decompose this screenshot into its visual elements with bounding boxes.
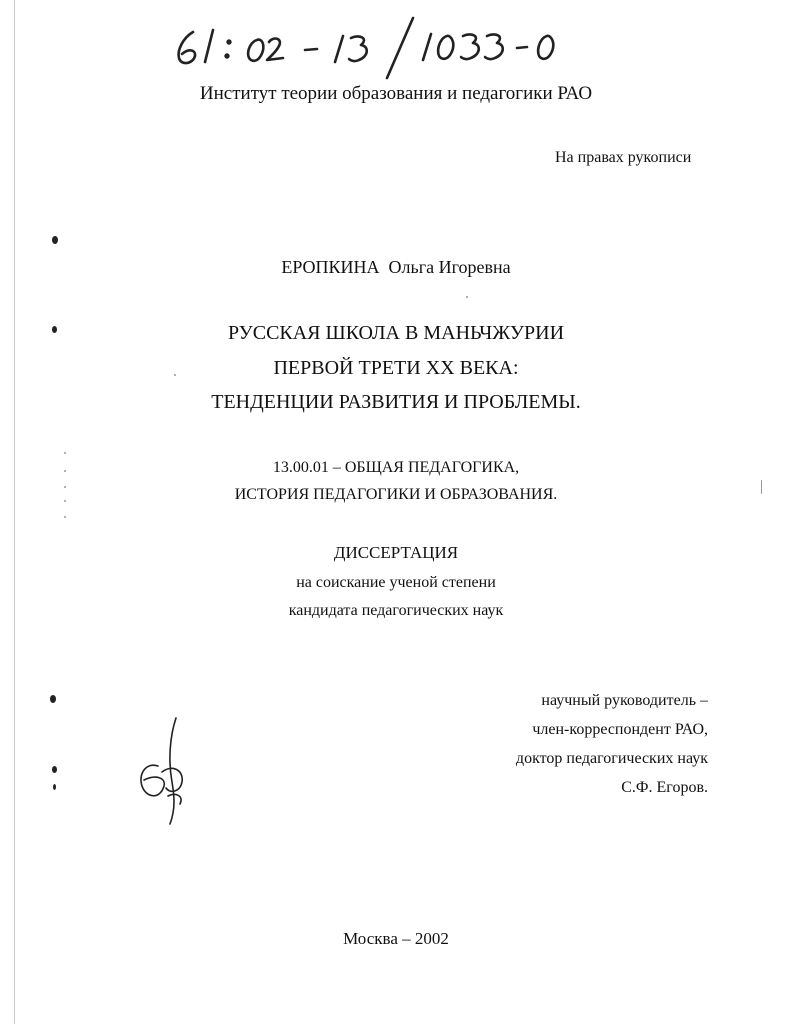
hole-punch-mark-5 [53,784,56,790]
supervisor-name: С.Ф. Егоров. [621,779,708,796]
scan-speck [466,296,468,298]
hole-punch-mark-1 [52,236,58,244]
scan-speck [64,516,66,518]
scan-left-edge [14,0,15,1024]
degree-line-1: на соискание ученой степени [296,574,496,591]
scan-speck [64,452,66,454]
supervisor-line-2: член-корреспондент РАО, [532,721,708,738]
dissertation-title-line-3: ТЕНДЕНЦИИ РАЗВИТИЯ И ПРОБЛЕМЫ. [211,391,581,413]
specialty-line-2: ИСТОРИЯ ПЕДАГОГИКИ И ОБРАЗОВАНИЯ. [234,486,558,503]
specialty-line-1: 13.00.01 – ОБЩАЯ ПЕДАГОГИКА, [272,459,520,476]
supervisor-line-3: доктор педагогических наук [515,750,708,767]
work-type: ДИССЕРТАЦИЯ [333,543,459,562]
author-name: ЕРОПКИНА Ольга Игоревна [281,257,511,277]
hole-punch-mark-4 [52,766,57,773]
handwritten-archive-number [165,12,565,82]
institute-name: Институт теории образования и педагогики РАО [199,83,593,104]
supervisor-line-1: научный руководитель – [541,692,708,709]
dissertation-title-line-1: РУССКАЯ ШКОЛА В МАНЬЧЖУРИИ [227,322,565,344]
dissertation-title-line-2: ПЕРВОЙ ТРЕТИ XX ВЕКА: [273,357,519,379]
degree-line-2: кандидата педагогических наук [288,602,504,619]
city-year: Москва – 2002 [343,929,449,948]
handwritten-signature [132,712,192,830]
rights-note: На правах рукописи [555,149,692,166]
hole-punch-mark-3 [50,695,56,703]
